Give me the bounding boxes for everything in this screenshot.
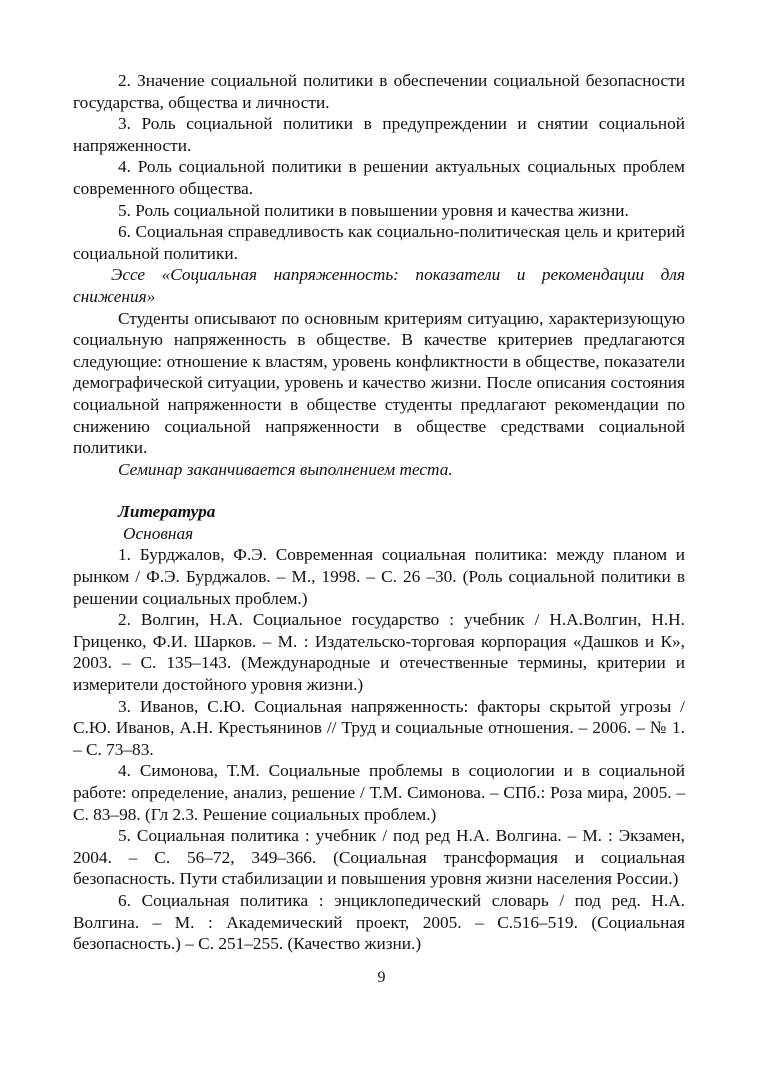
topic-item-4: 4. Роль социальной политики в решении актуальных социальных проблем современного общества. bbox=[73, 157, 685, 198]
literature-heading: Литература bbox=[118, 502, 216, 522]
topic-item-5: 5. Роль социальной политики в повышении уровня и качества жизни. bbox=[118, 200, 629, 220]
essay-body: Студенты описывают по основным критериям ситуацию, характеризующую социальную напряженность в обществе. В качестве критериев предлагаются следующие: отношение к властям, уровень конфликтности в обществе, показатели демографической ситуации, уровень и качество жизни. После описания состояния социальной напряженности в обществе студенты предлагают рекомендации по снижению социальной напряженности в обществе средствами социальной политики. bbox=[73, 308, 685, 458]
literature-item-6: 6. Социальная политика : энциклопедический словарь / под ред. Н.А. Волгина. – М. : Академический проект, 2005. – С.516–519. (Социальная безопасность.) – С. 251–255. (Качество жизни.) bbox=[73, 890, 685, 954]
topic-item-3: 3. Роль социальной политики в предупреждении и снятии социальной напряженности. bbox=[73, 114, 685, 155]
seminar-closing: Семинар заканчивается выполнением теста. bbox=[118, 459, 453, 479]
literature-item-1: 1. Бурджалов, Ф.Э. Современная социальная политика: между планом и рынком / Ф.Э. Бурджалов. – М., 1998. – С. 26 –30. (Роль социальной политики в решении социальных проблем.) bbox=[73, 545, 685, 608]
literature-item-4: 4. Симонова, Т.М. Социальные проблемы в социологии и в социальной работе: определение, анализ, решение / Т.М. Симонова. – СПб.: Роза мира, 2005. – С. 83–98. (Гл 2.3. Решение социальных проблем.) bbox=[73, 761, 685, 824]
literature-item-3: 3. Иванов, С.Ю. Социальная напряженность: факторы скрытой угрозы / С.Ю. Иванов, А.Н. Крестьянинов // Труд и социальные отношения. – 2006. – № 1. – С. 73–83. bbox=[73, 696, 685, 759]
page-number: 9 bbox=[377, 969, 386, 986]
literature-item-5: 5. Социальная политика : учебник / под ред Н.А. Волгина. – М. : Экзамен, 2004. – С. 56–72, 349–366. (Социальная трансформация и социальная безопасность. Пути стабилизации и повышения уровня жизни населения России.) bbox=[73, 826, 685, 889]
literature-subheading: Основная bbox=[123, 523, 194, 543]
document-page bbox=[73, 70, 685, 955]
literature-item-2: 2. Волгин, Н.А. Социальное государство : учебник / Н.А.Волгин, Н.Н. Гриценко, Ф.И. Шарков. – М. : Издательско-торговая корпорация «Дашков и К», 2003. – С. 135–143. (Международные и отечественные термины, критерии и измерители достойного уровня жизни.) bbox=[73, 610, 685, 695]
essay-title: Эссе «Социальная напряженность: показатели и рекомендации для снижения» bbox=[73, 265, 685, 306]
topic-item-6: 6. Социальная справедливость как социально-политическая цель и критерий социальной политики. bbox=[73, 222, 685, 263]
topic-item-2: 2. Значение социальной политики в обеспечении социальной безопасности государства, общества и личности. bbox=[73, 71, 685, 112]
